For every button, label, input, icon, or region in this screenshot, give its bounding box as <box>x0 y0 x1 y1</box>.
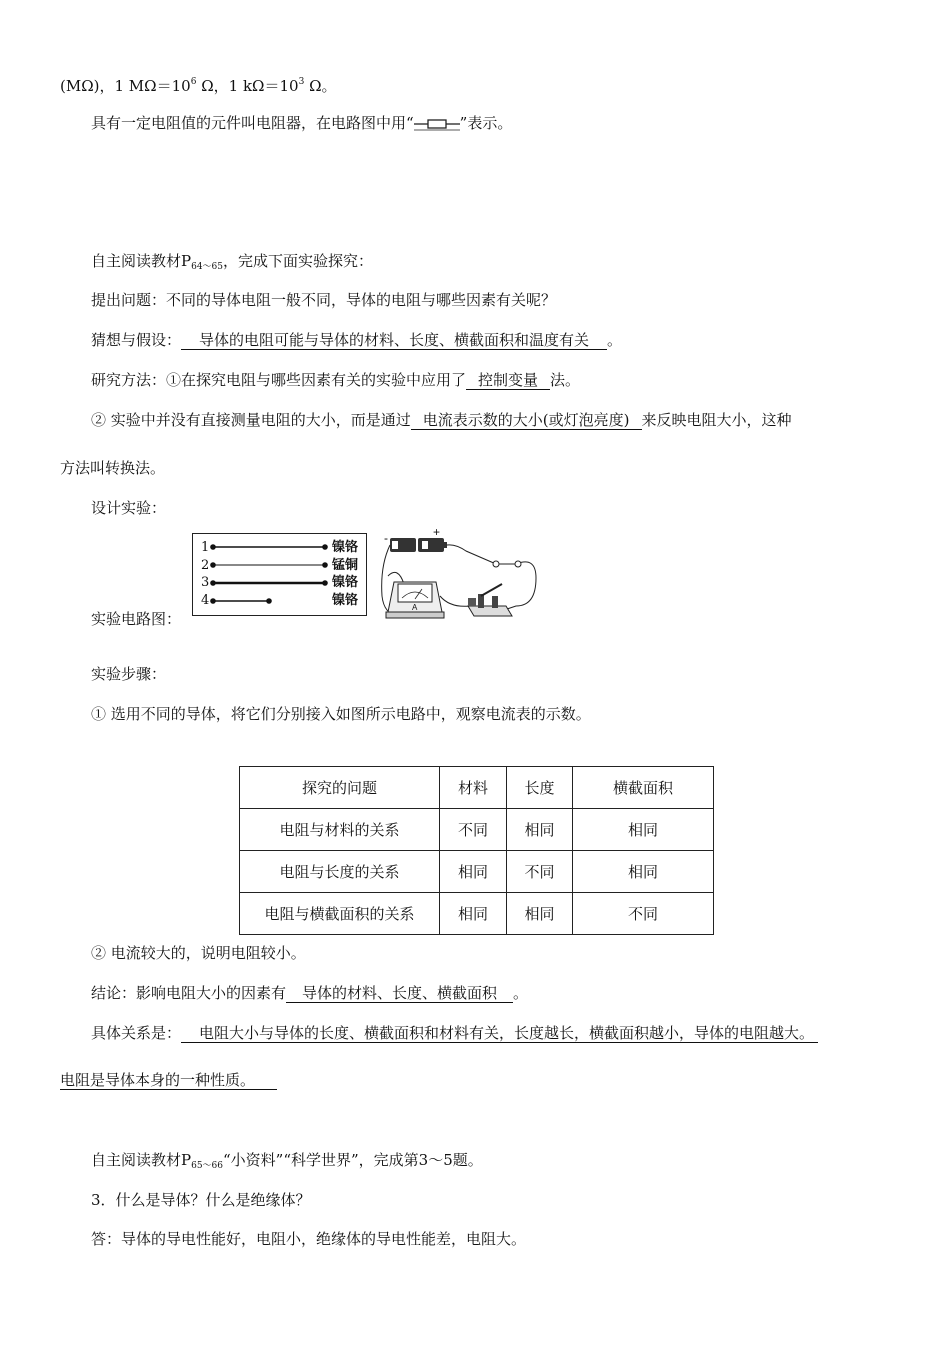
relation-answer-2: 电阻是导体本身的一种性质。 <box>60 1071 277 1090</box>
table-cell: 相同 <box>507 893 573 935</box>
method2-end: 来反映电阻大小，这种 <box>641 411 792 429</box>
relation-line <box>91 1023 818 1043</box>
step-1: ① 选用不同的导体，将它们分别接入如图所示电路中，观察电流表的示数。 <box>91 705 591 723</box>
wire-4 <box>210 598 272 604</box>
wire-material-2: 锰铜 <box>332 557 359 573</box>
table-row <box>240 851 714 893</box>
reading2-suffix: “小资料”“科学世界”，完成第3～5题。 <box>223 1151 483 1169</box>
wire-number-1: 1 <box>201 540 210 555</box>
battery-minus-label: - <box>384 531 388 545</box>
table-cell: 相同 <box>573 809 714 851</box>
reading2-prefix: 自主阅读教材P <box>91 1151 192 1169</box>
table-row <box>240 893 714 935</box>
table-cell: 不同 <box>440 809 507 851</box>
battery-icon <box>390 538 447 552</box>
battery-plus-label: + <box>433 526 441 539</box>
conclusion-line <box>91 983 528 1003</box>
table-cell: 不同 <box>573 893 714 935</box>
table-cell: 电阻与横截面积的关系 <box>240 893 440 935</box>
reading1-prefix: 自主阅读教材P <box>91 252 192 270</box>
wire-number-4: 4 <box>201 592 210 608</box>
question-3: 3．什么是导体？什么是绝缘体？ <box>91 1191 311 1209</box>
wire-material-4: 镍铬 <box>332 592 359 608</box>
table-header-cell: 材料 <box>440 767 507 809</box>
resistor-symbol-icon <box>414 117 460 131</box>
wire-material-3: 镍铬 <box>332 575 359 590</box>
switch-icon <box>468 584 512 616</box>
exponent-3: 3 <box>298 77 305 87</box>
method1-label: 研究方法：①在探究电阻与哪些因素有关的实验中应用了 <box>91 371 467 389</box>
method1-answer: 控制变量 <box>466 371 550 390</box>
units-text-1: (MΩ)，1 MΩ＝10 <box>60 77 191 95</box>
ammeter-icon <box>386 582 444 618</box>
experiment-circuit-picture <box>378 526 550 626</box>
units-text-3: Ω。 <box>304 77 337 95</box>
reading-instruction-1 <box>91 251 373 277</box>
table-cell: 相同 <box>573 851 714 893</box>
resistor-intro <box>91 113 512 133</box>
exponent-6: 6 <box>190 77 197 87</box>
wire-1 <box>210 544 328 550</box>
method2-answer: 电流表示数的大小(或灯泡亮度) <box>411 411 642 430</box>
wire-2 <box>210 562 328 568</box>
wire-material-1: 镍铬 <box>332 540 359 555</box>
method2-label: ② 实验中并没有直接测量电阻的大小，而是通过 <box>91 411 411 429</box>
table-cell: 电阻与材料的关系 <box>240 809 440 851</box>
wires-svg <box>193 534 333 615</box>
step-2: ② 电流较大的，说明电阻较小。 <box>91 944 306 962</box>
method-line-1 <box>91 370 580 390</box>
units-line <box>60 72 337 96</box>
hypothesis-line <box>91 330 622 350</box>
table-header-row <box>240 767 714 809</box>
units-text-2: Ω，1 kΩ＝10 <box>196 77 299 95</box>
hypothesis-answer: 导体的电阻可能与导体的材料、长度、横截面积和温度有关 <box>181 331 607 350</box>
table-cell: 相同 <box>507 809 573 851</box>
relation-answer-1: 电阻大小与导体的长度、横截面积和材料有关，长度越长，横截面积越小，导体的电阻越大。 <box>181 1024 818 1043</box>
experiment-table <box>239 766 714 935</box>
relation-line-2 <box>60 1070 277 1090</box>
conclusion-label: 结论：影响电阻大小的因素有 <box>91 984 287 1002</box>
hypothesis-end: 。 <box>607 331 623 349</box>
conclusion-answer: 导体的材料、长度、横截面积 <box>286 984 513 1003</box>
circuit-label: 实验电路图： <box>91 610 182 628</box>
wire-3 <box>210 580 328 586</box>
conclusion-end: 。 <box>513 984 529 1002</box>
reading1-pages: 64～65 <box>191 262 223 272</box>
steps-label: 实验步骤： <box>91 665 167 683</box>
table-cell: 电阻与长度的关系 <box>240 851 440 893</box>
table-header-cell: 长度 <box>507 767 573 809</box>
wire-board-diagram <box>192 533 367 616</box>
ammeter-label: A <box>412 603 418 612</box>
wire-number-3: 3 <box>201 575 210 590</box>
table-header-cell: 探究的问题 <box>240 767 440 809</box>
answer-3: 答：导体的导电性能好，电阻小，绝缘体的导电性能差，电阻大。 <box>91 1230 527 1248</box>
method-line-2 <box>91 410 792 430</box>
table-cell: 不同 <box>507 851 573 893</box>
design-label: 设计实验： <box>91 499 167 517</box>
method-line-2-cont: 方法叫转换法。 <box>60 459 166 477</box>
wire-number-2: 2 <box>201 557 210 573</box>
resistor-intro-suffix: ”表示。 <box>459 114 513 132</box>
reading-instruction-2 <box>91 1150 483 1176</box>
method1-end: 法。 <box>550 371 581 389</box>
table-header-cell: 横截面积 <box>573 767 714 809</box>
wire-materials <box>332 539 358 609</box>
hypothesis-label: 猜想与假设： <box>91 331 182 349</box>
question-line: 提出问题：不同的导体电阻一般不同，导体的电阻与哪些因素有关呢？ <box>91 291 557 309</box>
table-cell: 相同 <box>440 893 507 935</box>
reading1-suffix: ，完成下面实验探究： <box>223 252 374 270</box>
resistor-intro-text: 具有一定电阻值的元件叫电阻器，在电路图中用“ <box>91 114 414 132</box>
table-cell: 相同 <box>440 851 507 893</box>
table-row <box>240 809 714 851</box>
relation-label: 具体关系是： <box>91 1024 182 1042</box>
reading2-pages: 65～66 <box>191 1161 223 1171</box>
